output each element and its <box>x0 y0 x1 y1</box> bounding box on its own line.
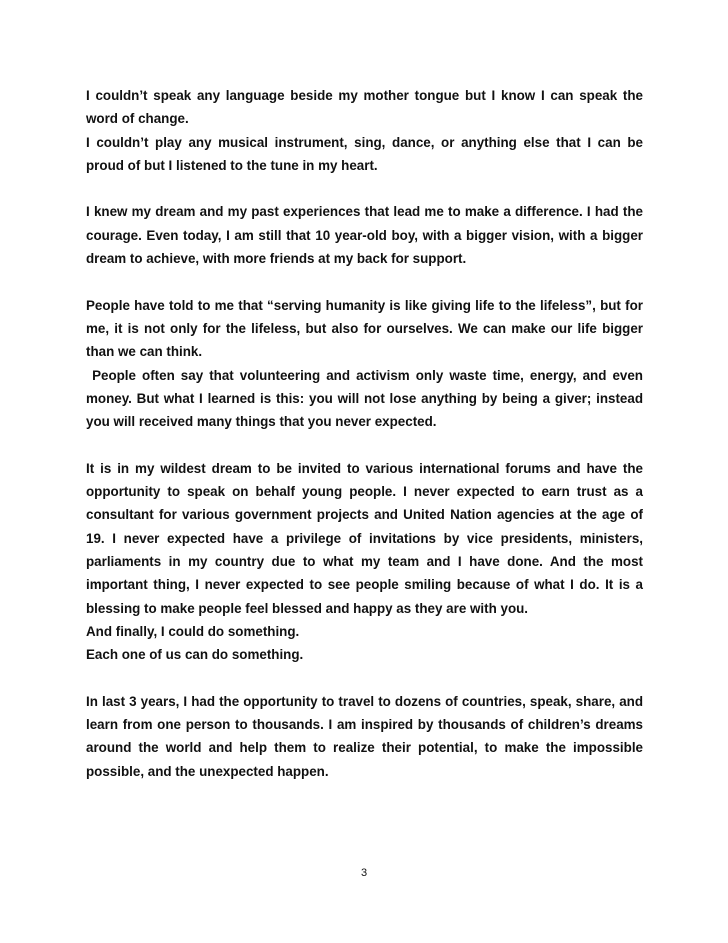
paragraph-finally: And finally, I could do something. <box>86 623 300 639</box>
paragraph-spacer <box>86 177 643 200</box>
paragraph-humanity: People have told to me that “serving humanity is like giving life to the lifeless”, but for me, it is not only for the lifeless, but also for ourselves. We can make our life bigger than we can think. <box>86 297 643 360</box>
paragraph-each-one: Each one of us can do something. <box>86 647 304 663</box>
paragraph-spacer <box>86 666 643 689</box>
paragraph-travel: In last 3 years, I had the opportunity to travel to dozens of countries, speak, share, and learn from one person to thousands. I am inspired by thousands of children’s dreams around the world and help them to realize their potential, to make the impossible possible, and the unexpected happen. <box>86 693 643 779</box>
page-number: 3 <box>360 867 368 879</box>
paragraph-dream: I knew my dream and my past experiences that lead me to make a difference. I had the courage. Even today, I am still that 10 year-old boy, with a bigger vision, with a bigger dream to achieve, with more friends at my back for support. <box>86 204 643 267</box>
paragraph-spacer <box>86 270 643 293</box>
paragraph-language: I couldn’t speak any language beside my mother tongue but I know I can speak the word of change. <box>86 88 643 127</box>
paragraph-volunteering: People often say that volunteering and activism only waste time, energy, and even money. But what I learned is this: you will not lose anything by being a giver; instead you will received many things that you never expected. <box>86 367 647 430</box>
paragraph-spacer <box>86 433 643 456</box>
document-body <box>86 84 647 783</box>
paragraph-music: I couldn’t play any musical instrument, sing, dance, or anything else that I can be proud of but I listened to the tune in my heart. <box>86 134 643 173</box>
paragraph-forums: It is in my wildest dream to be invited to various international forums and have the opportunity to speak on behalf young people. I never expected to earn trust as a consultant for various government projects and United Nation agencies at the age of 19. I never expected have a privilege of invitations by vice presidents, ministers, parliaments in my country due to what my team and I have done. And the most important thing, I never expected to see people smiling because of what I do. It is a blessing to make people feel blessed and happy as they are with you. <box>86 460 643 616</box>
